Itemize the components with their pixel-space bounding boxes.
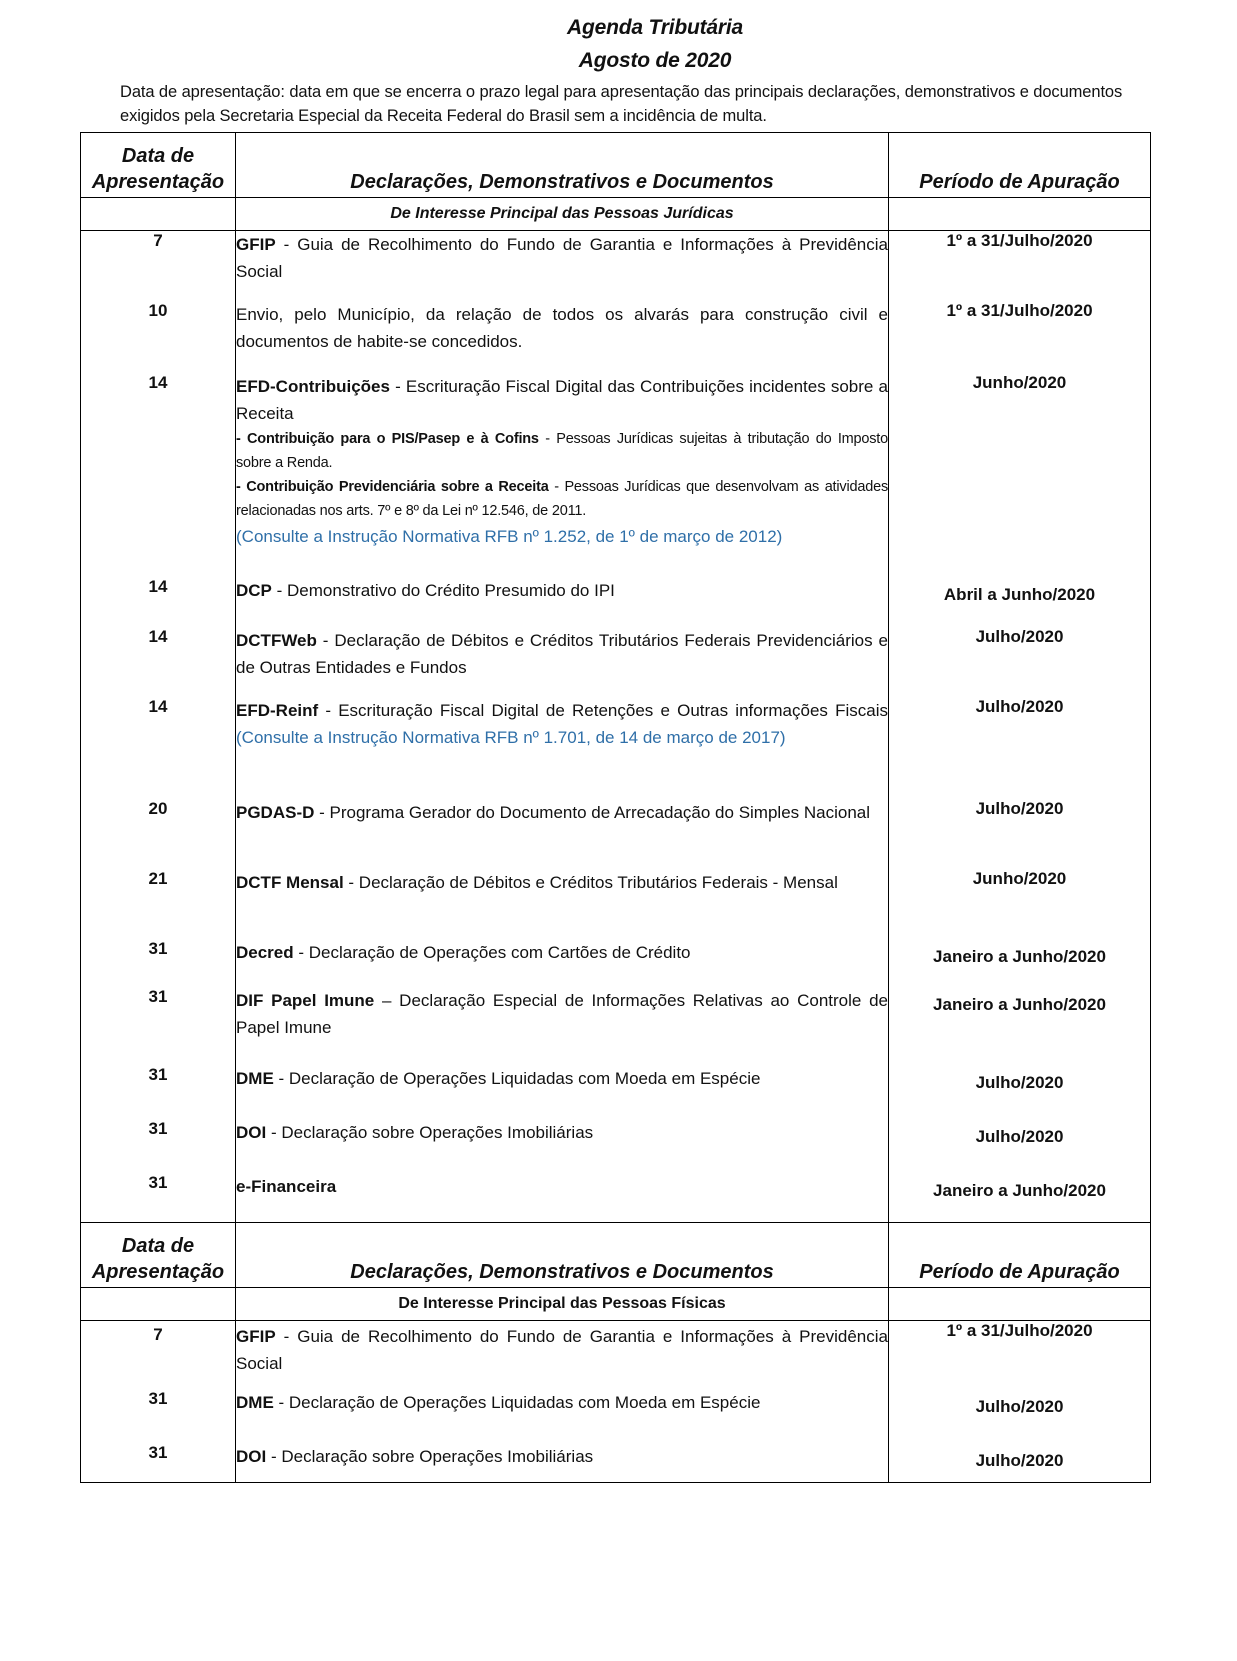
table-row: 20 PGDAS-D - Programa Gerador do Documento de Arrecadação do Simples Nacional Julho/2020	[81, 799, 1151, 869]
note-pis-cofins: - Contribuição para o PIS/Pasep e à Cofins - Pessoas Jurídicas sujeitas à tributação do Imposto sobre a Renda.	[236, 430, 888, 471]
table-row: 31 DME - Declaração de Operações Liquidadas com Moeda em Espécie Julho/2020	[81, 1065, 1151, 1119]
table-row: 31 DOI - Declaração sobre Operações Imobiliárias Julho/2020	[81, 1119, 1151, 1173]
table-row: 31 e-Financeira Janeiro a Junho/2020	[81, 1173, 1151, 1223]
table-header-pf	[81, 1223, 1151, 1288]
section-title-pf: De Interesse Principal das Pessoas Físicas	[236, 1288, 889, 1321]
header-docs: Declarações, Demonstrativos e Documentos	[236, 1223, 889, 1288]
intro-paragraph: Data de apresentação: data em que se encerra o prazo legal para apresentação das principais declarações, demonstrativos e documentos exigidos pela Secretaria Especial da Receita Federal do Brasil sem a incidência de multa.	[120, 83, 1123, 125]
table-row: 7 GFIP - Guia de Recolhimento do Fundo de Garantia e Informações à Previdência Social 1º a 31/Julho/2020	[81, 231, 1151, 301]
table-row: 14 DCP - Demonstrativo do Crédito Presumido do IPI Abril a Junho/2020	[81, 577, 1151, 627]
header-period: Período de Apuração	[889, 1223, 1151, 1288]
table-row: 31 Decred - Declaração de Operações com Cartões de Crédito Janeiro a Junho/2020	[81, 939, 1151, 987]
page-subtitle: Agosto de 2020	[578, 49, 732, 72]
header-date: Data de Apresentação	[81, 1223, 236, 1288]
table-header	[81, 133, 1151, 198]
table-row: 14 DCTFWeb - Declaração de Débitos e Créditos Tributários Federais Previdenciários e de Outras Entidades e Fundos Julho/2020	[81, 627, 1151, 697]
header-docs: Declarações, Demonstrativos e Documentos	[236, 133, 889, 198]
page-title: Agenda Tributária	[567, 16, 743, 39]
section-header-pf	[81, 1288, 1151, 1321]
reference-link-in-1252[interactable]: (Consulte a Instrução Normativa RFB nº 1.252, de 1º de março de 2012)	[236, 526, 783, 546]
table-row: 14 EFD-Contribuições - Escrituração Fiscal Digital das Contribuições incidentes sobre a Receita - Contribuição para o PIS/Pasep e à Cofins - Pessoas Jurídicas sujeitas à tributação do Imposto sobre a Renda. - Contribuição Previdenciária sobre a Receita - Pessoas Jurídicas que desenvolvam as atividades relacionadas nos arts. 7º e 8º da Lei nº 12.546, de 2011. (Consulte a Instrução Normativa RFB nº 1.252, de 1º de março de 2012) Junho/2020	[81, 373, 1151, 577]
table-row: 31 DIF Papel Imune – Declaração Especial de Informações Relativas ao Controle de Papel Imune Janeiro a Junho/2020	[81, 987, 1151, 1065]
table-row: 7 GFIP - Guia de Recolhimento do Fundo de Garantia e Informações à Previdência Social 1º a 31/Julho/2020	[81, 1321, 1151, 1389]
table-row: 31 DOI - Declaração sobre Operações Imobiliárias Julho/2020	[81, 1443, 1151, 1483]
section-title-pj: De Interesse Principal das Pessoas Jurídicas	[236, 198, 889, 231]
agenda-table	[80, 132, 1151, 1483]
section-header-pj	[81, 198, 1151, 231]
header-date: Data de Apresentação	[81, 133, 236, 198]
header-period: Período de Apuração	[889, 133, 1151, 198]
table-row: 31 DME - Declaração de Operações Liquidadas com Moeda em Espécie Julho/2020	[81, 1389, 1151, 1443]
table-row: 10 Envio, pelo Município, da relação de todos os alvarás para construção civil e documentos de habite-se concedidos. 1º a 31/Julho/2020	[81, 301, 1151, 373]
table-row: 21 DCTF Mensal - Declaração de Débitos e Créditos Tributários Federais - Mensal Junho/2020	[81, 869, 1151, 939]
table-row: 14 EFD-Reinf - Escrituração Fiscal Digital de Retenções e Outras informações Fiscais (Consulte a Instrução Normativa RFB nº 1.701, de 14 de março de 2017) Julho/2020	[81, 697, 1151, 799]
note-previdenciaria: - Contribuição Previdenciária sobre a Receita - Pessoas Jurídicas que desenvolvam as atividades relacionadas nos arts. 7º e 8º da Lei nº 12.546, de 2011.	[236, 478, 888, 519]
reference-link-in-1701[interactable]: (Consulte a Instrução Normativa RFB nº 1.701, de 14 de março de 2017)	[236, 727, 786, 747]
